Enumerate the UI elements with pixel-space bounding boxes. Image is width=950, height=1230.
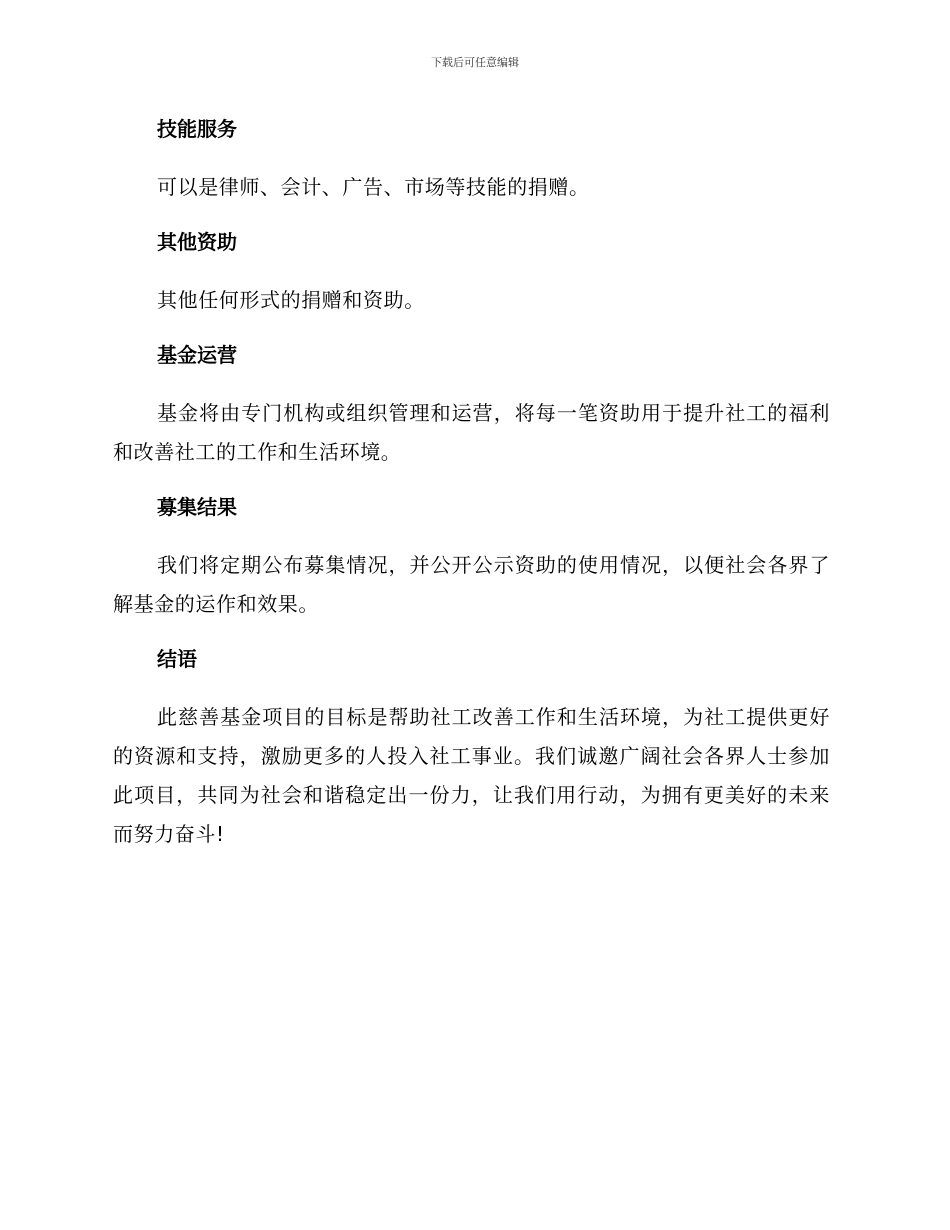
spacer <box>113 144 830 168</box>
section-conclusion <box>113 644 830 854</box>
spacer <box>113 370 830 394</box>
section-heading: 结语 <box>157 647 197 671</box>
document-body <box>113 114 830 854</box>
section-skill-services <box>113 114 830 207</box>
spacer <box>113 522 830 546</box>
section-heading: 技能服务 <box>157 117 237 141</box>
section-heading: 募集结果 <box>157 495 237 519</box>
spacer <box>113 624 830 644</box>
spacer <box>113 320 830 340</box>
section-other-support <box>113 227 830 320</box>
section-paragraph: 其他任何形式的捐赠和资助。 <box>157 288 425 312</box>
section-fund-operation <box>113 340 830 472</box>
spacer <box>113 472 830 492</box>
page-header-note: 下载后可任意编辑 <box>431 56 519 69</box>
section-heading: 基金运营 <box>157 343 237 367</box>
section-paragraph: 此慈善基金项目的目标是帮助社工改善工作和生活环境，为社工提供更好的资源和支持，激励更多的人投入社工事业。我们诚邀广阔社会各界人士参加此项目，共同为社会和谐稳定出一份力，让我们用行动，为拥有更美好的未来而努力奋斗! <box>113 705 830 846</box>
section-paragraph: 我们将定期公布募集情况，并公开公示资助的使用情况，以便社会各界了解基金的运作和效果。 <box>113 553 830 616</box>
section-paragraph: 可以是律师、会计、广告、市场等技能的捐赠。 <box>157 175 590 199</box>
section-paragraph: 基金将由专门机构或组织管理和运营，将每一笔资助用于提升社工的福利和改善社工的工作和生活环境。 <box>113 401 830 464</box>
spacer <box>113 257 830 281</box>
section-heading: 其他资助 <box>157 230 237 254</box>
spacer <box>113 674 830 698</box>
section-fundraising-results <box>113 492 830 624</box>
spacer <box>113 207 830 227</box>
